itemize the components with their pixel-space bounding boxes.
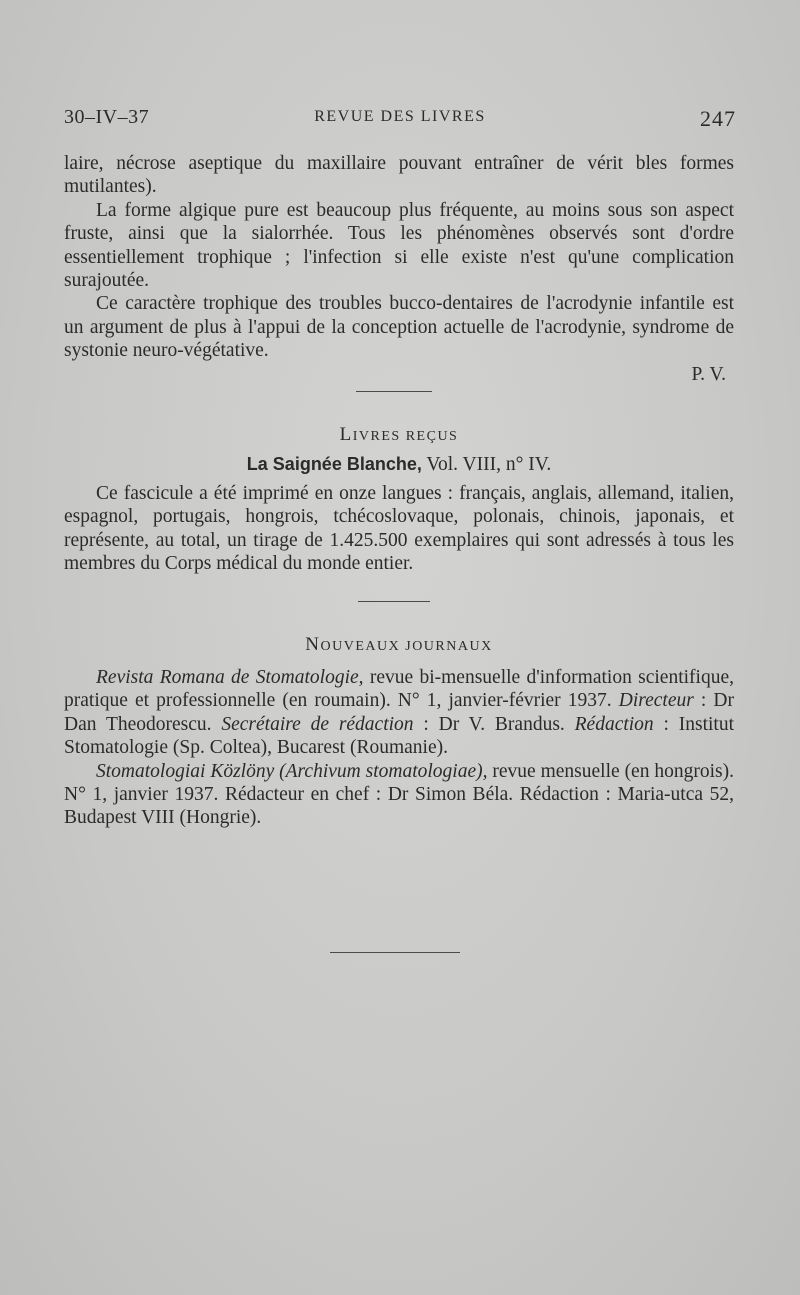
livres-recus-text [64,482,734,576]
fascicule-paragraph: Ce fascicule a été imprimé en onze langues : français, anglais, allemand, italien, espagnol, portugais, hongrois, tchécoslovaque, polonais, chinois, japonais, et représente, au total, un tirage de 1.425.500 exemplaires qui sont adressés à tous les membres du Corps médical du monde entier. [64,483,734,575]
heading-rest: OUVEAUX JOURNAUX [320,639,493,654]
journal-1-director: : Dr Dan Theodorescu. [64,690,734,735]
divider-2 [358,601,430,602]
journal-1-title: Revista Romana de Stomatologie, [96,667,364,688]
review-text [64,152,734,386]
header-title: REVUE DES LIVRES [314,108,486,125]
review-signature: P. V. [691,363,726,385]
review-paragraph-3: Ce caractère trophique des troubles bucco-dentaires de l'acrodynie infantile est un argument de plus à l'appui de la conception actuelle de l'acrodynie, syndrome de systonie neuro-végétative. [64,293,734,362]
nouveaux-journaux-heading [64,634,734,656]
journal-1-redaction-label: Rédaction [574,713,654,735]
journal-2-title: Stomatologiai Közlöny (Archivum stomatologiae), [96,760,488,782]
journal-1-secretary-label: Secrétaire de rédaction [221,713,414,735]
review-paragraph-2: La forme algique pure est beaucoup plus fréquente, au moins sous son aspect fruste, ainsi que la sialorrhée. Tous les phénomènes observés sont d'ordre essentiellement trophique ; l'infection si elle existe n'est qu'une complication surajoutée. [64,199,734,292]
page-number: 247 [700,106,736,131]
heading-initial: L [339,424,353,445]
divider-end [330,952,460,953]
book-title-line [64,454,734,476]
journal-1-redaction: : Institut Stomatologie (Sp. Coltea), Bucarest (Roumanie). [64,713,734,759]
livres-recus-heading [64,424,734,446]
heading-rest: IVRES REÇUS [352,429,459,444]
journal-entry-1 [64,666,734,760]
journal-1-secretary: : Dr V. Brandus. [413,713,575,735]
journaux-text [64,666,734,830]
book-volume: Vol. VIII, n° IV. [426,454,552,475]
journal-2-desc: revue mensuelle (en hongrois). N° 1, janvier 1937. Rédacteur en chef : Dr Simon Béla. Rédaction : Maria-utca 52, Budapest VIII (Hongrie). [64,760,734,829]
heading-initial: N [305,634,321,655]
journal-1-desc: revue bi-mensuelle d'information scientifique, pratique et professionnelle (en roumain). N° 1, janvier-février 1937. [64,667,734,712]
book-name: La Saignée Blanche, [246,454,422,474]
review-paragraph-1: laire, nécrose aseptique du maxillaire pouvant entraîner de vérit bles formes mutilantes). [64,153,734,198]
journal-entry-2 [64,760,734,830]
journal-1-director-label: Directeur [618,690,694,712]
divider-1 [356,391,432,392]
running-head [64,106,736,136]
header-date: 30–IV–37 [64,106,150,128]
